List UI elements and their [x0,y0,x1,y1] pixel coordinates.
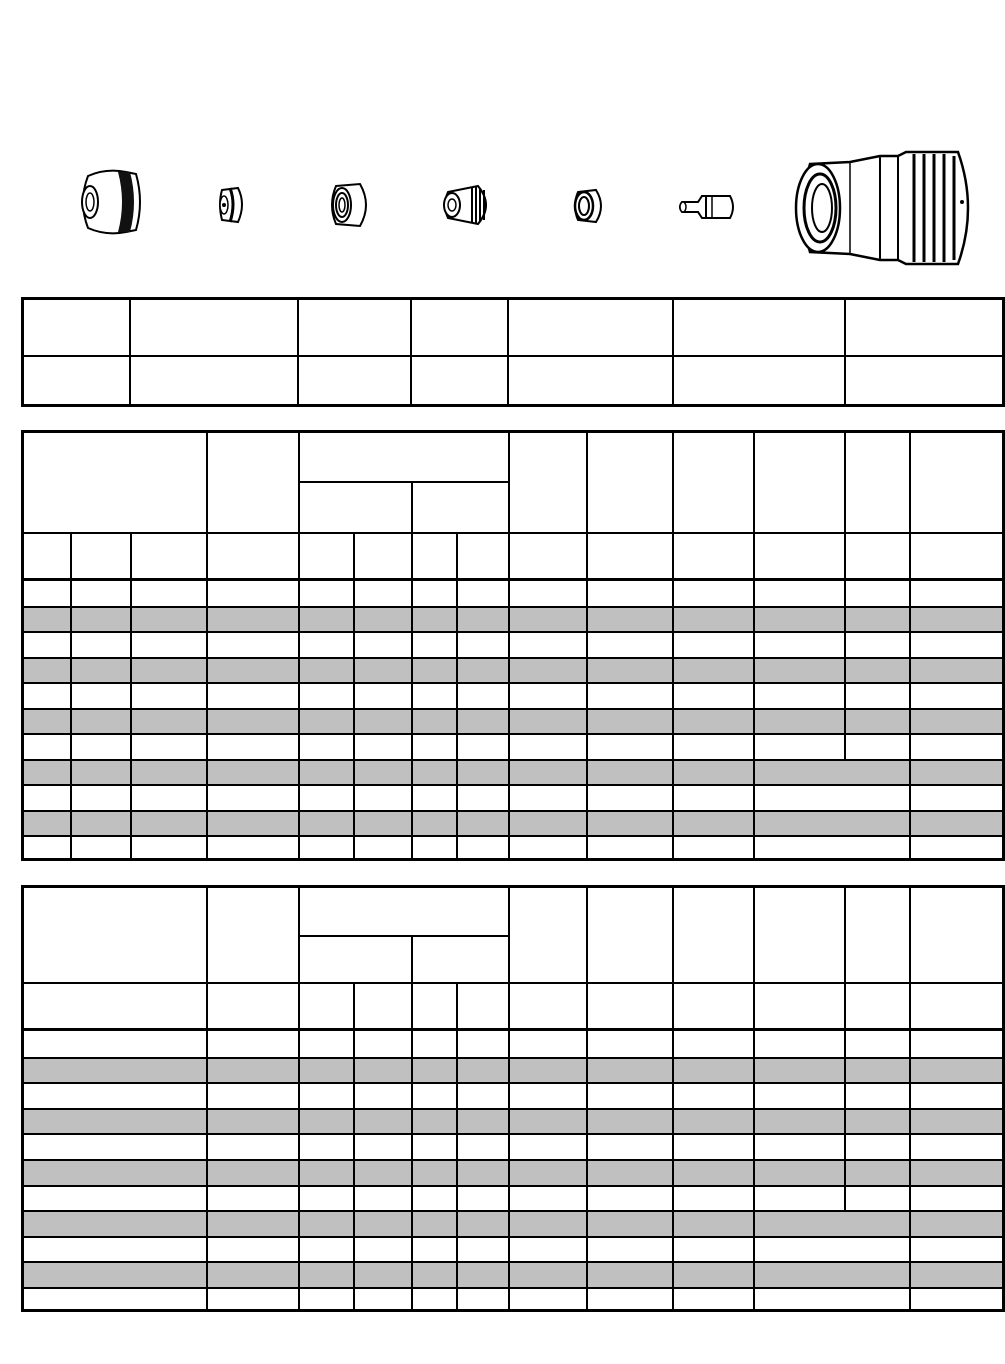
table-row-shaded [24,657,1002,683]
table-row-shaded [24,1261,1002,1287]
row-divider [24,733,1002,735]
column-divider [672,888,674,1309]
column-divider [411,481,413,858]
column-divider [586,433,588,858]
table-row-shaded [24,1057,1002,1083]
column-divider [672,433,674,858]
column-divider [298,888,300,1309]
row-divider [24,1236,1002,1238]
retaining-cap-icon [216,184,250,226]
cut-chart-table-1 [21,430,1005,861]
row-divider [24,1287,1002,1289]
row-divider [298,935,508,937]
table-row-shaded [24,606,1002,632]
column-divider [206,888,208,1309]
swirl-ring-icon [438,180,498,230]
row-divider [24,1210,1002,1212]
column-divider [844,433,846,759]
column-divider [130,532,132,858]
row-divider [24,657,1002,659]
column-divider [844,888,846,1210]
row-divider [24,982,1002,984]
consumable-part-number-table [21,297,1005,407]
column-divider [70,532,72,858]
row-divider [24,759,1002,761]
table-row-shaded [24,810,1002,836]
column-divider [298,433,300,858]
column-divider [909,433,911,858]
table-row-shaded [24,1159,1002,1185]
row-divider [24,1028,1002,1031]
column-divider [456,532,458,858]
column-divider [909,888,911,1309]
ring-icon [570,186,610,226]
row-divider [298,481,508,483]
nozzle-icon [326,180,376,230]
column-divider [456,982,458,1309]
row-divider [24,1108,1002,1110]
column-divider [353,532,355,858]
row-divider [24,606,1002,608]
cut-chart-table-2 [21,885,1005,1312]
column-divider [753,888,755,1309]
row-divider [24,784,1002,786]
row-divider [24,1057,1002,1059]
row-divider [24,1133,1002,1135]
row-divider [24,835,1002,837]
row-divider [24,1185,1002,1187]
row-divider [24,810,1002,812]
column-divider [353,982,355,1309]
row-divider [24,708,1002,710]
table-row-shaded [24,1210,1002,1236]
column-divider [508,433,510,858]
consumable-parts-row [0,140,1005,270]
row-divider [24,578,1002,581]
row-divider [24,1261,1002,1263]
table-row-shaded [24,1108,1002,1134]
row-divider [24,631,1002,633]
column-divider [508,888,510,1309]
column-divider [586,888,588,1309]
electrode-icon [676,190,738,224]
table-row-shaded [24,708,1002,734]
column-divider [411,935,413,1309]
table-row-shaded [24,759,1002,785]
torch-body-icon [790,150,974,266]
row-divider [24,1082,1002,1084]
row-divider [24,532,1002,534]
shield-icon [76,164,146,240]
row-divider [24,1159,1002,1161]
column-divider [753,433,755,858]
row-divider [24,682,1002,684]
column-divider [206,433,208,858]
